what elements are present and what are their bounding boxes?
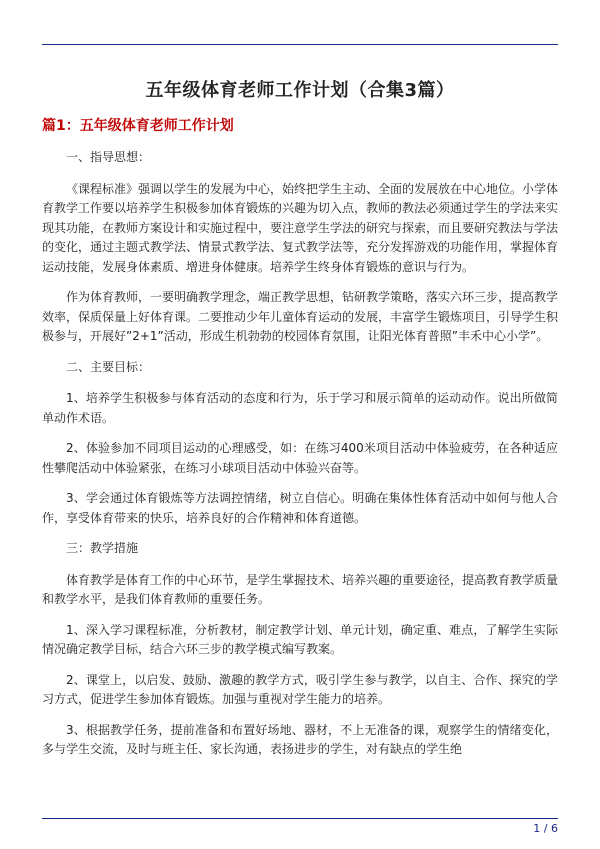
paragraph: 体育教学是体育工作的中心环节，是学生掌握技术、培养兴趣的重要途径，提高教育教学质量和教学水平，是我们体育教师的重要任务。 bbox=[42, 572, 559, 606]
paragraph: 3、学会通过体育锻炼等方法调控情绪，树立自信心。明确在集体性体育活动中如何与他人合作，享受体育带来的快乐，培养良好的合作精神和体育道德。 bbox=[42, 491, 558, 525]
page-number: 1 / 6 bbox=[533, 822, 558, 835]
document-title: 五年级体育老师工作计划（合集3篇） bbox=[145, 80, 455, 101]
paragraph: 1、培养学生积极参与体育活动的态度和行为，乐于学习和展示简单的运动动作。说出所做简单动作术语。 bbox=[42, 391, 558, 425]
paragraph: 2、课堂上，以启发、鼓励、激趣的教学方式，吸引学生参与教学，以自主、合作、探究的学习方式，促进学生参加体育锻炼。加强与重视对学生能力的培养。 bbox=[42, 672, 558, 706]
document-body bbox=[42, 148, 558, 771]
paragraph: 《课程标准》强调以学生的发展为中心，始终把学生主动、全面的发展放在中心地位。小学体育教学工作要以培养学生积极参加体育锻炼的兴趣为切入点，教师的教法必须通过学生的学法来实现其功能，在教师方案设计和实施过程中，要注意学生学法的研究与探索，而且要研究教法与学法的变化，通过主题式教学法、情景式教学法、复式教学法等，充分发挥游戏的功能作用，掌握体育运动技能，发展身体素质、增进身体健康。培养学生终身体育锻炼的意识与行为。 bbox=[42, 181, 559, 274]
section-title: 篇1：五年级体育老师工作计划 bbox=[42, 118, 234, 134]
paragraph: 3、根据教学任务，提前准备和布置好场地、器材，不上无准备的课，观察学生的情绪变化，多与学生交流，及时与班主任、家长沟通，表扬进步的学生，对有缺点的学生绝 bbox=[42, 722, 558, 756]
header-rule bbox=[42, 44, 558, 45]
paragraph: 1、深入学习课程标准，分析教材，制定教学计划、单元计划，确定重、难点，了解学生实际情况确定教学目标，结合六环三步的教学模式编写教案。 bbox=[42, 622, 558, 656]
heading-guiding-ideology: 一、指导思想： bbox=[66, 150, 151, 164]
paragraph: 2、体验参加不同项目运动的心理感受，如：在练习400米项目活动中体验疲劳，在各种适应性攀爬活动中体验紧张，在练习小球项目活动中体验兴奋等。 bbox=[42, 441, 558, 475]
heading-teaching-measures: 三：教学措施 bbox=[66, 541, 139, 555]
heading-main-goals: 二、主要目标： bbox=[66, 359, 151, 374]
footer-rule bbox=[42, 818, 558, 819]
paragraph: 作为体育教师，一要明确教学理念，端正教学思想，钻研教学策略，落实六环三步，提高教学效率，保质保量上好体育课。二要推动少年儿童体育运动的发展，丰富学生锻炼项目，引导学生积极参与，开展好”2+1”活动，形成生机勃勃的校园体育氛围，让阳光体育普照”丰禾中心小学”。 bbox=[42, 290, 559, 343]
